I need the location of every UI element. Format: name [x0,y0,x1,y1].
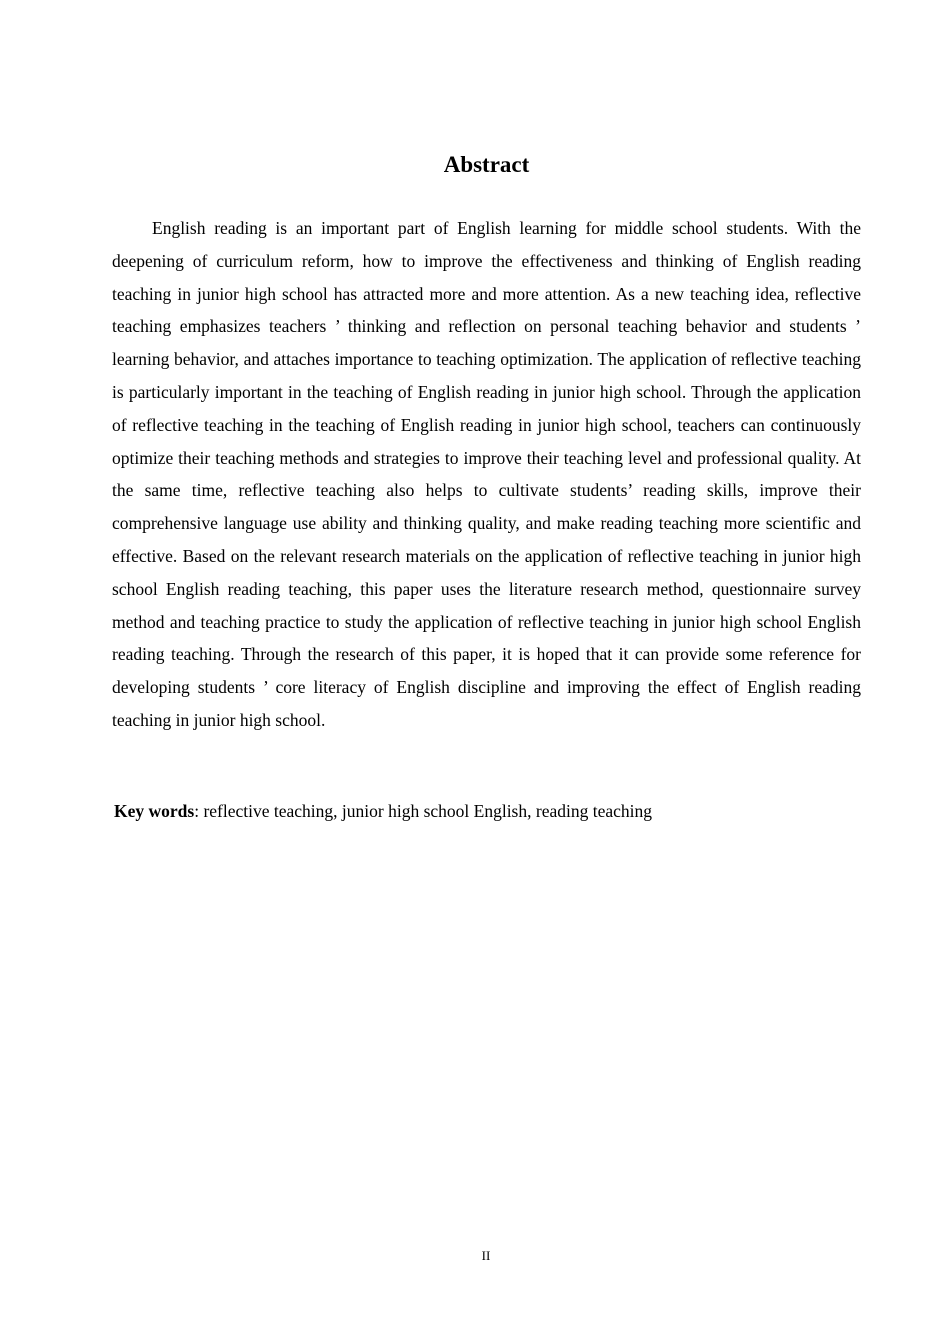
page-number: II [481,1248,491,1263]
keywords-separator: : [194,801,204,821]
keywords-text: reflective teaching, junior high school English, reading teaching [203,801,652,821]
keywords-label: Key words [114,801,195,821]
abstract-paragraph: English reading is an important part of English learning for middle school students. With the deepening of curriculum reform, how to improve the effectiveness and thinking of English reading teaching in junior high school has attracted more and more attention. As a new teaching idea, reflective teaching emphasizes teachers ’ thinking and reflection on personal teaching behavior and students ’ learning behavior, and attaches importance to teaching optimization. The application of reflective teaching is particularly important in the teaching of English reading in junior high school. Through the application of reflective teaching in the teaching of English reading in junior high school, teachers can continuously optimize their teaching methods and strategies to improve their teaching level and professional quality. At the same time, reflective teaching also helps to cultivate students’ reading skills, improve their comprehensive language use ability and thinking quality, and make reading teaching more scientific and effective. Based on the relevant research materials on the application of reflective teaching in junior high school English reading teaching, this paper uses the literature research method, questionnaire survey method and teaching practice to study the application of reflective teaching in junior high school English reading teaching. Through the research of this paper, it is hoped that it can provide some reference for developing students ’ core literacy of English discipline and improving the effect of English reading teaching in junior high school. [112,218,861,730]
title-container [112,149,861,181]
page-title: Abstract [443,152,530,177]
keywords-line [114,795,861,827]
